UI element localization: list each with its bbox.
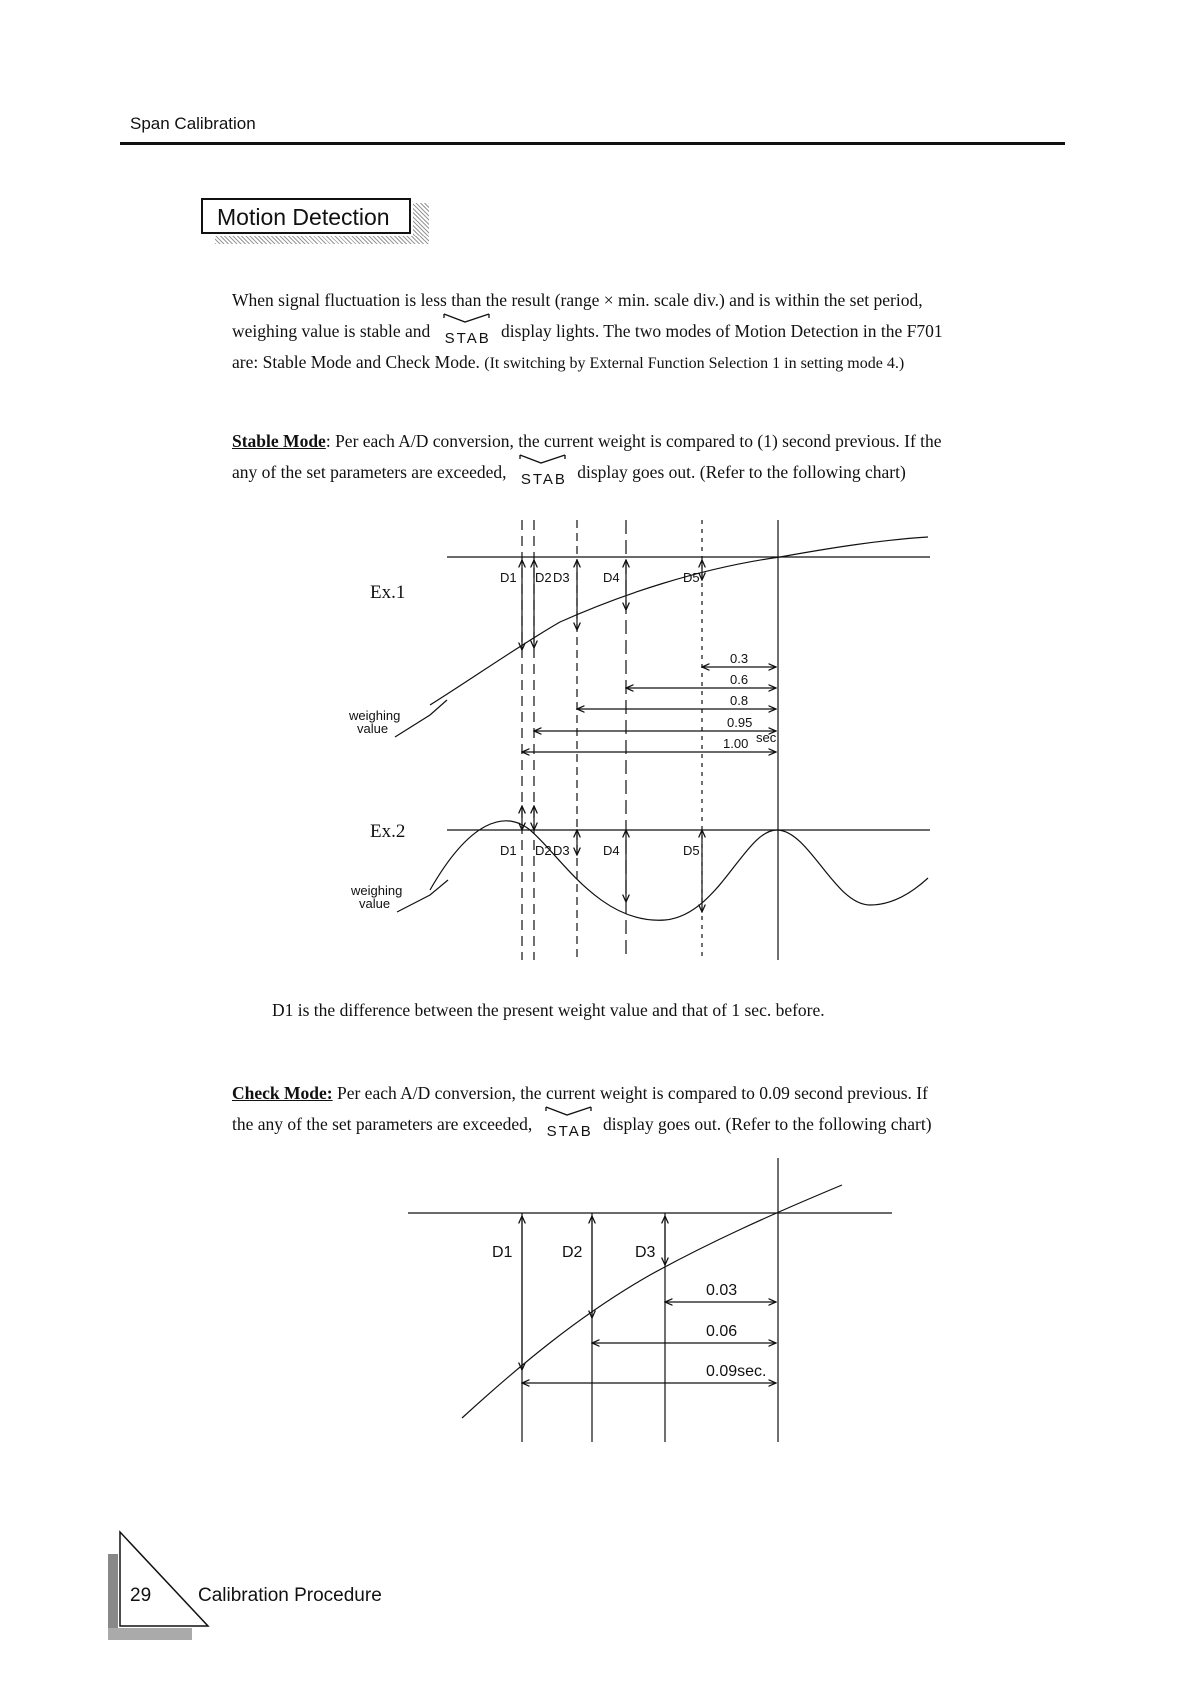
intro-line-3b: (It switching by External Function Selection 1 in setting mode 4.) [484,355,905,372]
stable-mode-line-1-text: : Per each A/D conversion, the current weight is compared to (1) second previous. If the [325,431,942,451]
ex2-d5-label: D5 [683,843,700,858]
ex1-label: Ex.1 [370,582,406,603]
check-mode-paragraph [232,1078,932,1140]
ex1-d1-label: D1 [500,570,517,585]
check-mode-label: Check Mode: [232,1083,333,1103]
check-mode-line-2a: the any of the set parameters are exceeded, [232,1114,533,1134]
intro-line-2b: display lights. The two modes of Motion Detection in the F701 [501,321,943,341]
footer-page-number: 29 [130,1585,152,1606]
check-d1-label: D1 [492,1244,513,1261]
interval-0.95-label: 0.95 [727,715,753,730]
stab-label: STAB [546,1123,593,1140]
ex2-weighing-curve [430,821,928,920]
interval-sec-label: sec [756,730,777,745]
ex1-d2-label: D2 [535,570,552,585]
ex1-d4-label: D4 [603,570,620,585]
ex1-value-label: value [357,721,389,736]
check-mode-diagram [0,1150,1186,1450]
interval-0.6-label: 0.6 [730,672,749,687]
ex2-d1-label: D1 [500,843,517,858]
ex2-d3-label: D3 [553,843,570,858]
interval-1.00-label: 1.00 [723,736,749,751]
footer-triangle [120,1532,208,1626]
stab-label: STAB [444,330,491,347]
footer-text: Calibration Procedure [198,1585,382,1606]
stable-mode-line-2a: any of the set parameters are exceeded, [232,462,507,482]
ex1-d5-label: D5 [683,570,700,585]
check-interval-0.09-label: 0.09sec. [706,1363,767,1380]
ex2-value-label: value [359,896,391,911]
check-interval-0.03-label: 0.03 [706,1282,738,1299]
ex1-weighing-curve [430,537,928,705]
ex1-weighing-label: weighing [349,708,401,723]
check-interval-0.06-label: 0.06 [706,1323,738,1340]
stab-indicator [537,1113,599,1140]
ex2-weighing-label: weighing [351,883,403,898]
check-mode-line-1-text: Per each A/D conversion, the current weight is compared to 0.09 second previous. If [332,1083,928,1103]
ex1-d3-label: D3 [553,570,570,585]
intro-line-3a: are: Stable Mode and Check Mode. [232,352,480,372]
ex1-weighing-pointer [395,700,447,737]
interval-0.8-label: 0.8 [730,693,749,708]
d1-note: D1 is the difference between the present weight value and that of 1 sec. before. [272,1000,825,1020]
header-title: Span Calibration [130,114,256,133]
stab-label: STAB [520,471,567,488]
ex2-d4-label: D4 [603,843,620,858]
intro-line-1: When signal fluctuation is less than the result (range × min. scale div.) and is within the set period, [232,290,923,310]
interval-0.3-label: 0.3 [730,651,749,666]
check-d2-label: D2 [562,1244,583,1261]
footer-shade-bottom [108,1628,192,1640]
intro-line-2a: weighing value is stable and [232,321,431,341]
check-mode-line-2 [232,1109,932,1140]
ex2-d2-label: D2 [535,843,552,858]
footer-shade-left [108,1554,118,1640]
check-mode-line-2b: display goes out. (Refer to the following chart) [603,1114,932,1134]
stable-mode-label: Stable Mode [232,431,326,451]
section-title: Motion Detection [217,204,390,230]
ex2-weighing-pointer [397,880,448,912]
check-d3-label: D3 [635,1244,656,1261]
stable-mode-line-2b: display goes out. (Refer to the following chart) [577,462,906,482]
ex2-label: Ex.2 [370,821,406,842]
